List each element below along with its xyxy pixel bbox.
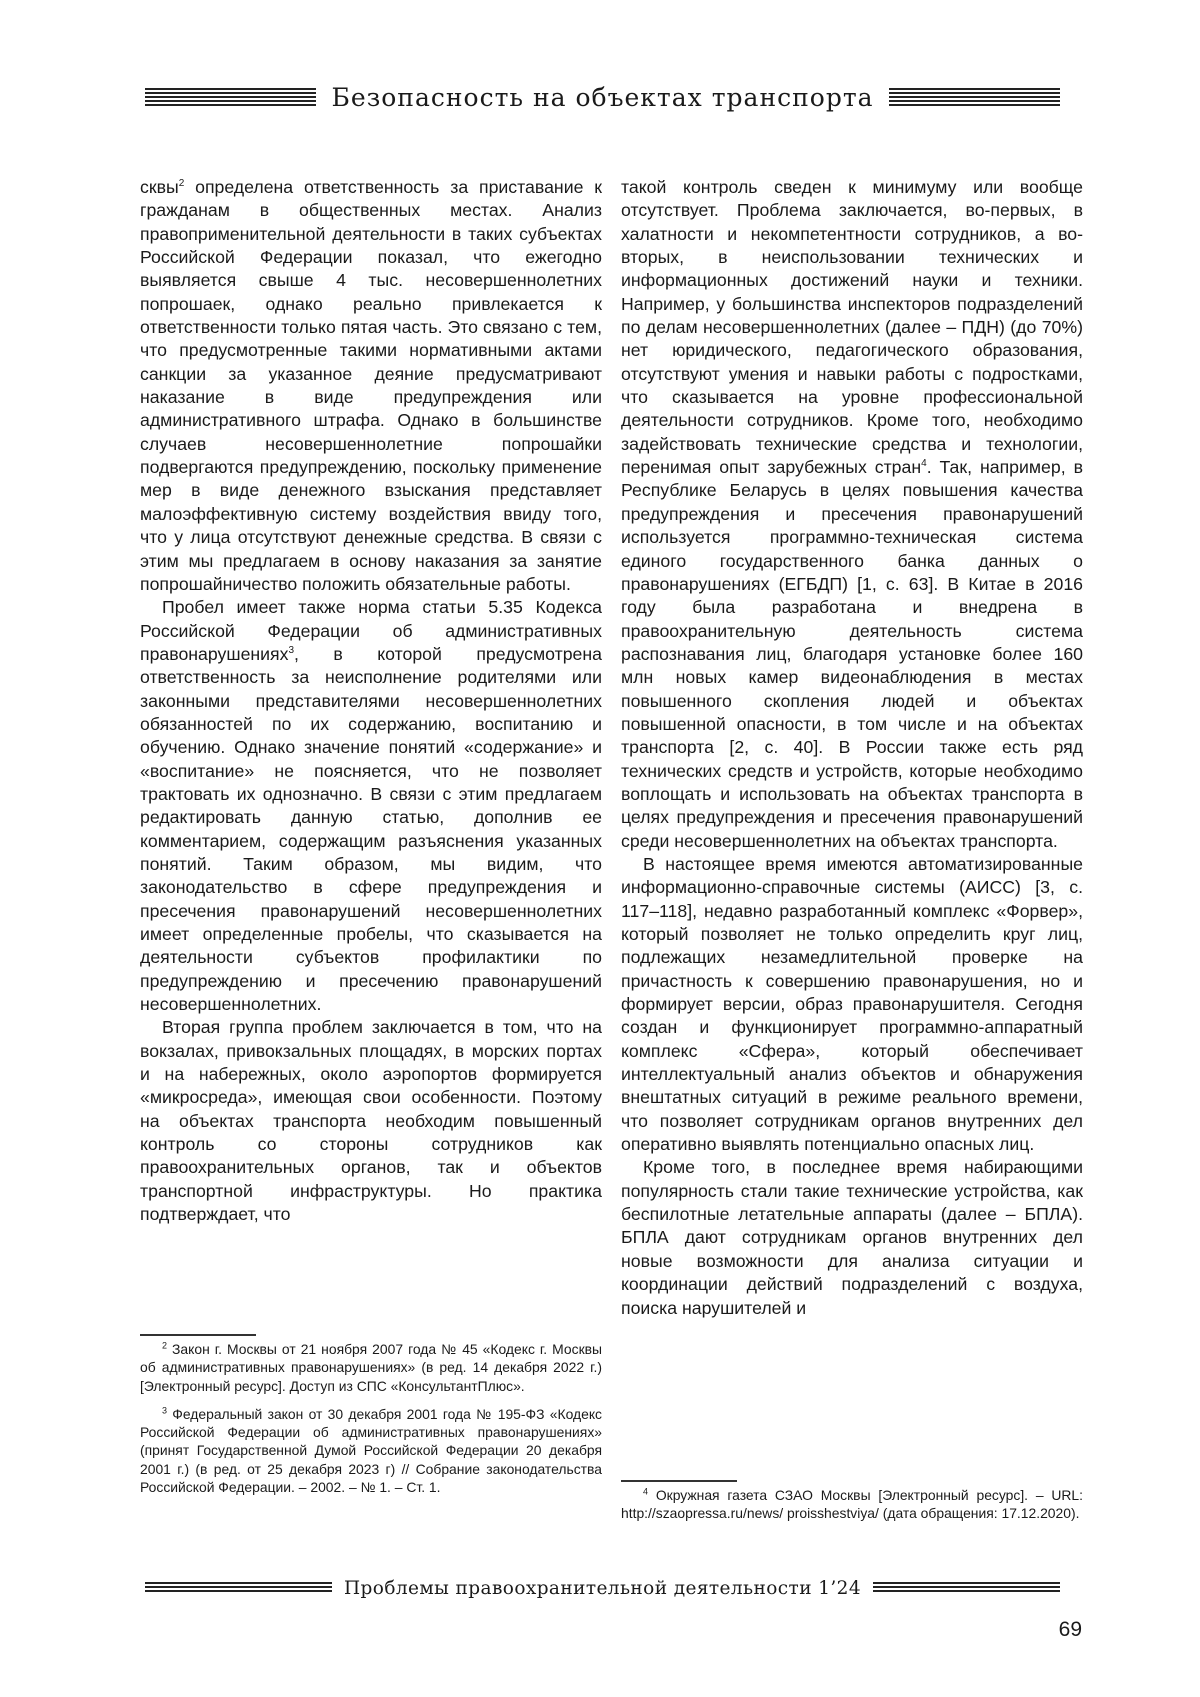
paragraph: такой контроль сведен к минимуму или вообще отсутствует. Проблема заключается, во-первых, в халатности и некомпетентности сотрудников, а во-вторых, в неиспользовании технических и информационных достижений науки и техники. Например, у большинства инспекторов подразделений по делам несовершеннолетних (далее – ПДН) (до 70%) нет юридического, педагогического образования, отсутствуют умения и навыки работы с подростками, что сказывается на уровне профессиональной деятельности сотрудников. Кроме того, необходимо задействовать технические средства и технологии, перенимая опыт зарубежных стран$^4$. Так, например, в Республике Беларусь в целях повышения качества предупреждения и пресечения правонарушений используется программно-техническая система единого государственного банка данных о правонарушениях (ЕГБДП) [1, с. 63]. В Китае в 2016 году была разработана и внедрена в правоохранительную деятельность система распознавания лиц, благодаря установке более 160 млн новых камер видеонаблюдения в местах повышенного скопления людей и объектах повышенной опасности, в том числе и на объектах транспорта [2, с. 40]. В России также есть ряд технических средств и устройств, которые необходимо воплощать и использовать на объектах транспорта в целях предупреждения и пресечения правонарушений среди несовершеннолетних на объектах транспорта. — [621, 177, 1083, 851]
header-rule-right — [889, 87, 1060, 107]
footnote: $^4$ Окружная газета СЗАО Москвы [Электронный ресурс]. – URL: http://szaopressa.ru/news/ proisshestviya/ (дата обращения: 17.12.2020). — [621, 1486, 1083, 1522]
footnote-ref: 2 — [178, 178, 185, 190]
footnotes-right — [621, 1486, 1083, 1533]
footer-rule-right — [873, 1581, 1060, 1595]
right-column — [621, 176, 1083, 1320]
header-rule-left — [145, 87, 316, 107]
footnote-ref: 3 — [288, 644, 295, 656]
paragraph: Кроме того, в последнее время набирающими популярность стали такие технические устройства, как беспилотные летательные аппараты (далее – БПЛА). БПЛА дают сотрудникам органов внутренних дел новые возможности для анализа ситуации и координации действий подразделений с воздуха, поиска нарушителей и — [621, 1157, 1083, 1318]
paragraph: сквы$^2$ определена ответственность за приставание к гражданам в общественных местах. Анализ правоприменительной деятельности в таких субъектах Российской Федерации показал, что ежегодно выявляется свыше 4 тыс. несовершеннолетних попрошаек, однако реально привлекается к ответственности только пятая часть. Это связано с тем, что предусмотренные такими нормативными актами санкции за указанное деяние предусматривают наказание в виде предупреждения или административного штрафа. Однако в большинстве случаев несовершеннолетние попрошайки подвергаются предупреждению, поскольку применение мер в виде денежного взыскания представляет малоэффективную систему воздействия ввиду того, что у лица отсутствуют денежные средства. В связи с этим мы предлагаем в основу наказания за занятие попрошайничество положить обязательные работы. — [140, 177, 602, 594]
footnotes-left — [140, 1340, 602, 1506]
footnote-separator-left — [140, 1334, 256, 1336]
footnote: $^3$ Федеральный закон от 30 декабря 2001 года № 195-ФЗ «Кодекс Российской Федерации об административных правонарушениях» (принят Государственной Думой Российской Федерации 20 декабря 2001 г.) (в ред. от 25 декабря 2023 г) // Собрание законодательства Российской Федерации. – 2002. – № 1. – Ст. 1. — [140, 1405, 602, 1496]
paragraph: В настоящее время имеются автоматизированные информационно-справочные системы (АИСС) [3, с. 117–118], недавно разработанный комплекс «Форвер», который позволяет не только определить круг лиц, подлежащих незамедлительной проверке на причастность к совершению правонарушения, но и формирует версии, образ правонарушителя. Сегодня создан и функционирует программно-аппаратный комплекс «Сфера», который обеспечивает интеллектуальный анализ объектов и обнаружения внештатных ситуаций в режиме реального времени, что позволяет сотрудникам органов внутренних дел оперативно выявлять потенциально опасных лиц. — [621, 853, 1083, 1155]
left-column — [140, 176, 602, 1226]
footnote-ref: 4 — [921, 458, 927, 470]
running-header — [145, 72, 1060, 122]
paragraph: Вторая группа проблем заключается в том, что на вокзалах, привокзальных площадях, в морских портах и на набережных, около аэропортов формируется «микросреда», имеющая свои особенности. Поэтому на объектах транспорта необходим повышенный контроль со стороны сотрудников как правоохранительных органов, так и объектов транспортной инфраструктуры. Но практика подтверждает, что — [140, 1017, 602, 1225]
page-number: 69 — [1058, 1618, 1082, 1641]
footnote-separator-right — [621, 1480, 737, 1482]
footer-rule-left — [145, 1581, 332, 1595]
journal-title: Проблемы правоохранительной деятельности 1’24 — [344, 1577, 861, 1599]
paragraph: Пробел имеет также норма статьи 5.35 Кодекса Российской Федерации об административных правонарушениях$^3$, в которой предусмотрена ответственность за неисполнение родителями или законными представителями несовершеннолетних обязанностей по их содержанию, воспитанию и обучению. Однако значение понятий «содержание» и «воспитание» не поясняется, что не позволяет трактовать их однозначно. В связи с этим предлагаем редактировать данную статью, дополнив ее комментарием, содержащим разъяснения указанных понятий. Таким образом, мы видим, что законодательство в сфере предупреждения и пресечения правонарушений несовершеннолетних имеет определенные пробелы, что сказывается на деятельности субъектов профилактики по предупреждению и пресечению правонарушений несовершеннолетних. — [140, 597, 602, 1015]
footnote: $^2$ Закон г. Москвы от 21 ноября 2007 года № 45 «Кодекс г. Москвы об административных правонарушениях» (в ред. 14 декабря 2022 г.) [Электронный ресурс]. Доступ из СПС «КонсультантПлюс». — [140, 1340, 603, 1394]
section-title: Безопасность на объектах транспорта — [331, 82, 874, 112]
running-footer — [145, 1572, 1060, 1604]
